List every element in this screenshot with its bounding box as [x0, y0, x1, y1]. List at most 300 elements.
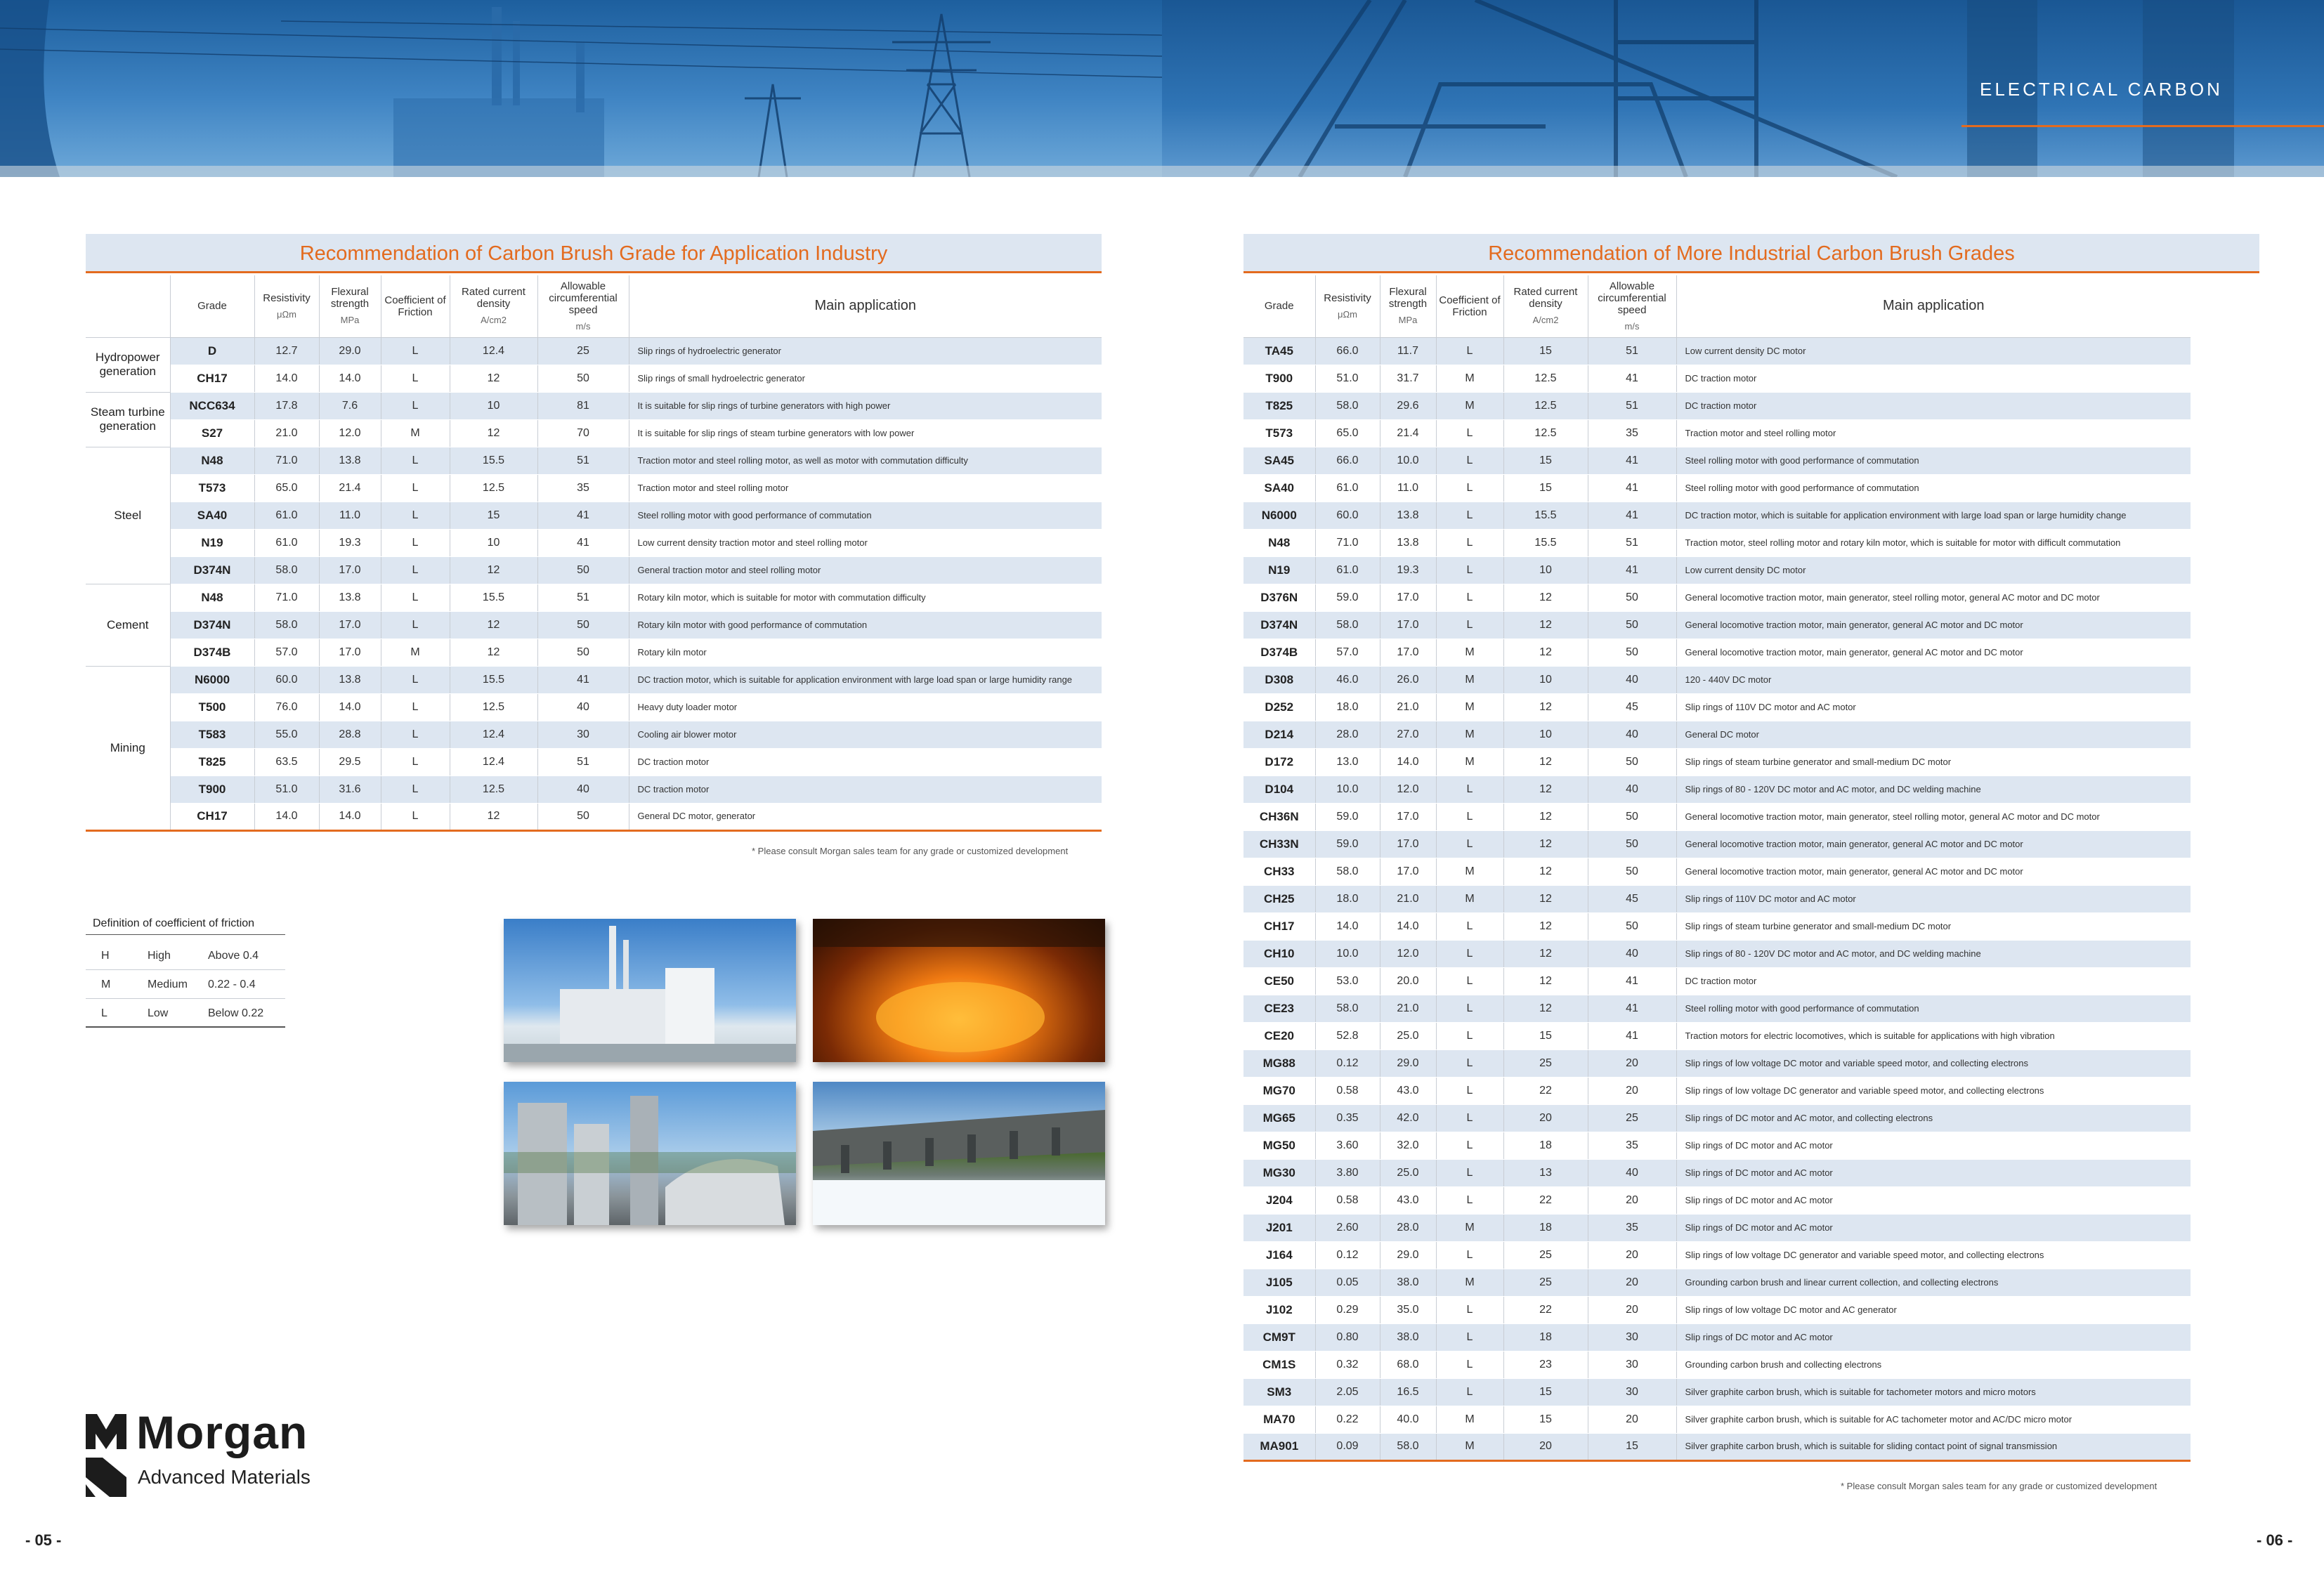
cell-flexural: 25.0	[1380, 1159, 1436, 1186]
cell-friction: L	[381, 365, 450, 392]
table-row	[1243, 1214, 2191, 1241]
table-row	[1243, 392, 2191, 419]
cell-flexural: 28.0	[1380, 1214, 1436, 1241]
cell-resistivity: 59.0	[1315, 584, 1380, 611]
table-row	[1243, 1104, 2191, 1132]
header-friction: Coefficient of Friction	[381, 275, 450, 337]
cell-resistivity: 0.22	[1315, 1406, 1380, 1433]
cell-application: Slip rings of DC motor and AC motor	[1676, 1214, 2191, 1241]
cell-grade: MG88	[1243, 1049, 1315, 1077]
header-resistivity: Resistivity μΩm	[254, 275, 319, 337]
cell-flexural: 12.0	[319, 419, 381, 447]
cell-grade: D308	[1243, 666, 1315, 693]
industry-group-label: Steel	[86, 447, 170, 584]
cell-flexural: 21.0	[1380, 995, 1436, 1022]
cell-application: Low current density DC motor	[1676, 556, 2191, 584]
table-row	[1243, 474, 2191, 502]
cell-flexural: 11.0	[1380, 474, 1436, 502]
cell-friction: L	[1436, 474, 1503, 502]
cell-friction: L	[1436, 419, 1503, 447]
cell-grade: D374B	[170, 639, 254, 666]
cell-grade: MA901	[1243, 1433, 1315, 1460]
cell-application: DC traction motor	[1676, 392, 2191, 419]
cell-application: Steel rolling motor with good performance of commutation	[1676, 447, 2191, 474]
cell-current: 10	[1503, 721, 1588, 748]
table-row	[86, 337, 1102, 365]
cell-friction: L	[1436, 940, 1503, 967]
cell-flexural: 38.0	[1380, 1323, 1436, 1351]
cell-flexural: 21.4	[1380, 419, 1436, 447]
table-row	[1243, 1159, 2191, 1186]
cell-resistivity: 76.0	[254, 693, 319, 721]
table-row	[1243, 995, 2191, 1022]
cell-speed: 20	[1588, 1406, 1676, 1433]
cell-current: 15	[1503, 337, 1588, 365]
table-row	[1243, 365, 2191, 392]
photo-hydro-dam	[813, 1082, 1105, 1225]
right-footnote: * Please consult Morgan sales team for any grade or customized development	[1841, 1481, 2157, 1491]
cell-resistivity: 13.0	[1315, 748, 1380, 776]
cell-grade: D252	[1243, 693, 1315, 721]
cell-friction: L	[1436, 1104, 1503, 1132]
header-banner	[0, 0, 2324, 177]
cell-application: Traction motor, steel rolling motor and rotary kiln motor, which is suitable for motor with difficult commutation	[1676, 529, 2191, 556]
cell-friction: L	[1436, 1378, 1503, 1406]
cell-friction: M	[1436, 1406, 1503, 1433]
cell-current: 15	[1503, 1022, 1588, 1049]
cell-flexural: 13.8	[1380, 502, 1436, 529]
cell-application: Slip rings of DC motor and AC motor	[1676, 1159, 2191, 1186]
table-row	[1243, 721, 2191, 748]
photo-steel-furnace	[813, 919, 1105, 1062]
cell-flexural: 35.0	[1380, 1296, 1436, 1323]
cell-speed: 20	[1588, 1241, 1676, 1269]
cell-grade: T573	[1243, 419, 1315, 447]
industrial-grades-table	[1243, 275, 2191, 1462]
cell-flexural: 10.0	[1380, 447, 1436, 474]
friction-name: Low	[148, 1007, 169, 1019]
cell-speed: 30	[1588, 1378, 1676, 1406]
cell-resistivity: 0.29	[1315, 1296, 1380, 1323]
cell-speed: 50	[1588, 803, 1676, 830]
cell-flexural: 12.0	[1380, 940, 1436, 967]
cell-application: General locomotive traction motor, main generator, general AC motor and DC motor	[1676, 639, 2191, 666]
cell-application: Slip rings of DC motor and AC motor	[1676, 1186, 2191, 1214]
cell-speed: 35	[537, 474, 629, 502]
cell-resistivity: 60.0	[1315, 502, 1380, 529]
cell-flexural: 32.0	[1380, 1132, 1436, 1159]
table-row	[1243, 885, 2191, 912]
cell-current: 15	[1503, 447, 1588, 474]
header-grade: Grade	[170, 275, 254, 337]
cell-grade: CE23	[1243, 995, 1315, 1022]
cell-current: 18	[1503, 1214, 1588, 1241]
cell-application: Slip rings of 80 - 120V DC motor and AC motor, and DC welding machine	[1676, 776, 2191, 803]
cell-grade: J201	[1243, 1214, 1315, 1241]
cell-speed: 40	[1588, 776, 1676, 803]
cell-application: Grounding carbon brush and linear current collection, and collecting electrons	[1676, 1269, 2191, 1296]
cell-friction: M	[381, 639, 450, 666]
cell-application: Low current density traction motor and steel rolling motor	[629, 529, 1102, 556]
cell-grade: N19	[1243, 556, 1315, 584]
cell-flexural: 19.3	[1380, 556, 1436, 584]
table-row	[86, 447, 1102, 474]
application-industry-table	[86, 275, 1102, 832]
cell-current: 12	[1503, 776, 1588, 803]
cell-speed: 40	[1588, 1159, 1676, 1186]
cell-current: 12.5	[1503, 365, 1588, 392]
cell-grade: CH10	[1243, 940, 1315, 967]
table-row	[1243, 1296, 2191, 1323]
table-row	[1243, 1049, 2191, 1077]
cell-resistivity: 18.0	[1315, 885, 1380, 912]
cell-flexural: 13.8	[319, 447, 381, 474]
cell-resistivity: 58.0	[1315, 858, 1380, 885]
cell-friction: L	[1436, 1241, 1503, 1269]
cell-application: Cooling air blower motor	[629, 721, 1102, 748]
cell-application: Slip rings of DC motor and AC motor	[1676, 1132, 2191, 1159]
left-section-title: Recommendation of Carbon Brush Grade for Application Industry	[86, 234, 1102, 273]
cell-current: 12.4	[450, 748, 537, 776]
cell-friction: L	[381, 337, 450, 365]
table-row	[86, 419, 1102, 447]
cell-friction: M	[1436, 1214, 1503, 1241]
cell-speed: 41	[1588, 502, 1676, 529]
cell-current: 25	[1503, 1269, 1588, 1296]
header-flexural: Flexural strength MPa	[319, 275, 381, 337]
cell-flexural: 31.6	[319, 776, 381, 803]
cell-friction: L	[1436, 1077, 1503, 1104]
cell-speed: 35	[1588, 1214, 1676, 1241]
cell-friction: L	[381, 611, 450, 639]
cell-friction: L	[1436, 611, 1503, 639]
cell-friction: L	[381, 556, 450, 584]
cell-friction: L	[1436, 584, 1503, 611]
cell-flexural: 20.0	[1380, 967, 1436, 995]
cell-application: Slip rings of small hydroelectric generator	[629, 365, 1102, 392]
header-speed: Allowable circumferential speed m/s	[1588, 275, 1676, 337]
cell-resistivity: 21.0	[254, 419, 319, 447]
table-row	[86, 803, 1102, 830]
cell-flexural: 26.0	[1380, 666, 1436, 693]
cell-friction: M	[1436, 392, 1503, 419]
cell-friction: L	[381, 721, 450, 748]
cell-grade: D104	[1243, 776, 1315, 803]
cell-current: 15	[1503, 474, 1588, 502]
cell-resistivity: 0.58	[1315, 1186, 1380, 1214]
friction-legend-title: Definition of coefficient of friction	[86, 917, 285, 935]
cell-resistivity: 58.0	[1315, 995, 1380, 1022]
table-row	[1243, 611, 2191, 639]
cell-current: 22	[1503, 1077, 1588, 1104]
industry-group-label: Mining	[86, 666, 170, 830]
cell-grade: J102	[1243, 1296, 1315, 1323]
cell-application: DC traction motor	[629, 776, 1102, 803]
cell-friction: L	[1436, 1296, 1503, 1323]
cell-flexural: 13.8	[319, 584, 381, 611]
cell-current: 10	[450, 529, 537, 556]
cell-resistivity: 0.12	[1315, 1241, 1380, 1269]
cell-application: Silver graphite carbon brush, which is suitable for AC tachometer motor and AC/DC micro motor	[1676, 1406, 2191, 1433]
cell-speed: 35	[1588, 1132, 1676, 1159]
cell-application: Silver graphite carbon brush, which is suitable for sliding contact point of signal transmission	[1676, 1433, 2191, 1460]
cell-current: 12	[1503, 803, 1588, 830]
cell-grade: CE20	[1243, 1022, 1315, 1049]
cell-flexural: 17.0	[1380, 584, 1436, 611]
band-accent-line	[1961, 125, 2324, 127]
table-row	[86, 529, 1102, 556]
cell-resistivity: 51.0	[254, 776, 319, 803]
table-row	[1243, 1269, 2191, 1296]
cell-friction: L	[381, 529, 450, 556]
cell-flexural: 58.0	[1380, 1433, 1436, 1460]
cell-friction: M	[1436, 666, 1503, 693]
logo-name: Morgan	[136, 1406, 308, 1458]
table-row	[86, 365, 1102, 392]
cell-grade: CH36N	[1243, 803, 1315, 830]
cell-resistivity: 52.8	[1315, 1022, 1380, 1049]
cell-grade: CH17	[170, 365, 254, 392]
cell-current: 15	[1503, 1378, 1588, 1406]
table-row	[1243, 1433, 2191, 1460]
cell-current: 12.4	[450, 721, 537, 748]
table-row	[1243, 639, 2191, 666]
cell-friction: M	[1436, 1269, 1503, 1296]
cell-speed: 50	[1588, 611, 1676, 639]
friction-range: Above 0.4	[208, 950, 259, 962]
cell-current: 22	[1503, 1186, 1588, 1214]
cell-flexural: 28.8	[319, 721, 381, 748]
cell-application: Traction motors for electric locomotives, which is suitable for applications with high vibration	[1676, 1022, 2191, 1049]
header-industry	[86, 275, 170, 337]
cell-grade: T573	[170, 474, 254, 502]
cell-current: 15.5	[450, 584, 537, 611]
cell-speed: 41	[537, 529, 629, 556]
cell-current: 12	[1503, 858, 1588, 885]
cell-application: General locomotive traction motor, main generator, general AC motor and DC motor	[1676, 858, 2191, 885]
cell-flexural: 42.0	[1380, 1104, 1436, 1132]
cell-grade: N19	[170, 529, 254, 556]
cell-current: 12	[1503, 885, 1588, 912]
cell-friction: L	[381, 803, 450, 830]
cell-resistivity: 71.0	[254, 447, 319, 474]
cell-speed: 41	[1588, 967, 1676, 995]
cell-speed: 81	[537, 392, 629, 419]
cell-friction: L	[381, 474, 450, 502]
cell-resistivity: 66.0	[1315, 447, 1380, 474]
cell-flexural: 14.0	[319, 365, 381, 392]
cell-resistivity: 10.0	[1315, 940, 1380, 967]
cell-current: 12	[1503, 995, 1588, 1022]
friction-key: L	[101, 1007, 107, 1019]
cell-friction: L	[1436, 556, 1503, 584]
friction-key: M	[101, 979, 111, 990]
cell-speed: 50	[1588, 830, 1676, 858]
cell-speed: 45	[1588, 885, 1676, 912]
cell-friction: L	[1436, 1132, 1503, 1159]
cell-grade: CH25	[1243, 885, 1315, 912]
cell-current: 12.5	[450, 474, 537, 502]
cell-application: General traction motor and steel rolling motor	[629, 556, 1102, 584]
cell-current: 23	[1503, 1351, 1588, 1378]
cell-flexural: 21.0	[1380, 885, 1436, 912]
cell-friction: M	[1436, 693, 1503, 721]
table-row	[1243, 803, 2191, 830]
cell-resistivity: 2.05	[1315, 1378, 1380, 1406]
cell-friction: M	[1436, 748, 1503, 776]
cell-friction: L	[381, 502, 450, 529]
table-row	[1243, 940, 2191, 967]
cell-friction: L	[1436, 912, 1503, 940]
cell-current: 15.5	[450, 666, 537, 693]
right-section-title: Recommendation of More Industrial Carbon Brush Grades	[1243, 234, 2259, 273]
friction-legend-row	[86, 999, 285, 1028]
cell-friction: L	[1436, 803, 1503, 830]
cell-resistivity: 58.0	[254, 611, 319, 639]
cell-grade: CM1S	[1243, 1351, 1315, 1378]
cell-current: 12	[450, 556, 537, 584]
cell-grade: N48	[170, 584, 254, 611]
banner-illustration	[0, 0, 2324, 177]
cell-grade: TA45	[1243, 337, 1315, 365]
cell-application: General locomotive traction motor, main generator, general AC motor and DC motor	[1676, 830, 2191, 858]
cell-grade: NCC634	[170, 392, 254, 419]
cell-flexural: 13.8	[1380, 529, 1436, 556]
table-row	[86, 474, 1102, 502]
cell-resistivity: 61.0	[1315, 556, 1380, 584]
cell-flexural: 17.0	[1380, 611, 1436, 639]
friction-key: H	[101, 950, 110, 962]
cell-grade: CH17	[170, 803, 254, 830]
photo-cement-plant	[504, 1082, 796, 1225]
cell-grade: N48	[1243, 529, 1315, 556]
table-row	[1243, 967, 2191, 995]
cell-current: 12	[1503, 584, 1588, 611]
cell-application: It is suitable for slip rings of steam turbine generators with low power	[629, 419, 1102, 447]
cell-speed: 25	[537, 337, 629, 365]
table-row	[86, 693, 1102, 721]
cell-grade: MG65	[1243, 1104, 1315, 1132]
cell-flexural: 17.0	[1380, 803, 1436, 830]
cell-speed: 51	[537, 748, 629, 776]
cell-speed: 41	[1588, 474, 1676, 502]
cell-application: Slip rings of steam turbine generator and small-medium DC motor	[1676, 912, 2191, 940]
cell-current: 20	[1503, 1104, 1588, 1132]
cell-resistivity: 17.8	[254, 392, 319, 419]
logo-subtitle: Advanced Materials	[138, 1466, 311, 1488]
page-number-right: - 06 -	[2257, 1531, 2293, 1549]
industry-group-label: Cement	[86, 584, 170, 666]
cell-speed: 50	[1588, 912, 1676, 940]
friction-legend-row	[86, 970, 285, 999]
cell-speed: 50	[537, 556, 629, 584]
cell-flexural: 11.7	[1380, 337, 1436, 365]
table-row	[1243, 776, 2191, 803]
cell-speed: 20	[1588, 1186, 1676, 1214]
cell-speed: 41	[1588, 995, 1676, 1022]
cell-current: 10	[450, 392, 537, 419]
cell-speed: 35	[1588, 419, 1676, 447]
cell-grade: T825	[1243, 392, 1315, 419]
cell-current: 12.5	[450, 776, 537, 803]
cell-flexural: 31.7	[1380, 365, 1436, 392]
cell-flexural: 19.3	[319, 529, 381, 556]
cell-application: Steel rolling motor with good performance of commutation	[1676, 995, 2191, 1022]
cell-application: General locomotive traction motor, main generator, steel rolling motor, general AC motor and DC motor	[1676, 584, 2191, 611]
table-row	[1243, 1022, 2191, 1049]
cell-grade: D214	[1243, 721, 1315, 748]
cell-application: 120 - 440V DC motor	[1676, 666, 2191, 693]
cell-current: 12	[450, 419, 537, 447]
table-row	[1243, 858, 2191, 885]
cell-grade: J105	[1243, 1269, 1315, 1296]
cell-resistivity: 55.0	[254, 721, 319, 748]
cell-grade: MG70	[1243, 1077, 1315, 1104]
cell-friction: M	[1436, 639, 1503, 666]
cell-flexural: 14.0	[1380, 748, 1436, 776]
cell-speed: 51	[1588, 529, 1676, 556]
table-row	[1243, 419, 2191, 447]
cell-grade: D376N	[1243, 584, 1315, 611]
cell-resistivity: 14.0	[254, 803, 319, 830]
cell-resistivity: 65.0	[254, 474, 319, 502]
cell-friction: L	[1436, 776, 1503, 803]
cell-speed: 40	[537, 776, 629, 803]
cell-friction: L	[1436, 1159, 1503, 1186]
cell-grade: T900	[1243, 365, 1315, 392]
cell-speed: 20	[1588, 1049, 1676, 1077]
cell-resistivity: 59.0	[1315, 830, 1380, 858]
cell-flexural: 21.0	[1380, 693, 1436, 721]
cell-speed: 41	[537, 502, 629, 529]
cell-current: 12	[450, 639, 537, 666]
cell-speed: 15	[1588, 1433, 1676, 1460]
cell-current: 22	[1503, 1296, 1588, 1323]
cell-flexural: 27.0	[1380, 721, 1436, 748]
cell-grade: MG50	[1243, 1132, 1315, 1159]
header-main-application: Main application	[629, 275, 1102, 337]
industry-group-label: Steam turbine generation	[86, 392, 170, 447]
cell-resistivity: 0.05	[1315, 1269, 1380, 1296]
cell-application: Traction motor and steel rolling motor, as well as motor with commutation difficulty	[629, 447, 1102, 474]
cell-grade: CM9T	[1243, 1323, 1315, 1351]
cell-flexural: 14.0	[319, 693, 381, 721]
cell-resistivity: 59.0	[1315, 803, 1380, 830]
cell-resistivity: 53.0	[1315, 967, 1380, 995]
table-row	[1243, 584, 2191, 611]
table-row	[86, 776, 1102, 803]
cell-resistivity: 57.0	[254, 639, 319, 666]
cell-grade: N6000	[1243, 502, 1315, 529]
cell-grade: T583	[170, 721, 254, 748]
cell-speed: 30	[1588, 1351, 1676, 1378]
cell-grade: T500	[170, 693, 254, 721]
cell-current: 12	[450, 365, 537, 392]
friction-name: High	[148, 950, 171, 962]
cell-speed: 20	[1588, 1269, 1676, 1296]
cell-speed: 40	[1588, 940, 1676, 967]
cell-resistivity: 65.0	[1315, 419, 1380, 447]
cell-application: Slip rings of low voltage DC motor and AC generator	[1676, 1296, 2191, 1323]
cell-application: Slip rings of DC motor and AC motor	[1676, 1323, 2191, 1351]
table-row	[86, 748, 1102, 776]
cell-application: General locomotive traction motor, main generator, general AC motor and DC motor	[1676, 611, 2191, 639]
cell-current: 12	[450, 611, 537, 639]
cell-resistivity: 61.0	[1315, 474, 1380, 502]
cell-application: General DC motor, generator	[629, 803, 1102, 830]
cell-resistivity: 12.7	[254, 337, 319, 365]
cell-friction: L	[381, 392, 450, 419]
